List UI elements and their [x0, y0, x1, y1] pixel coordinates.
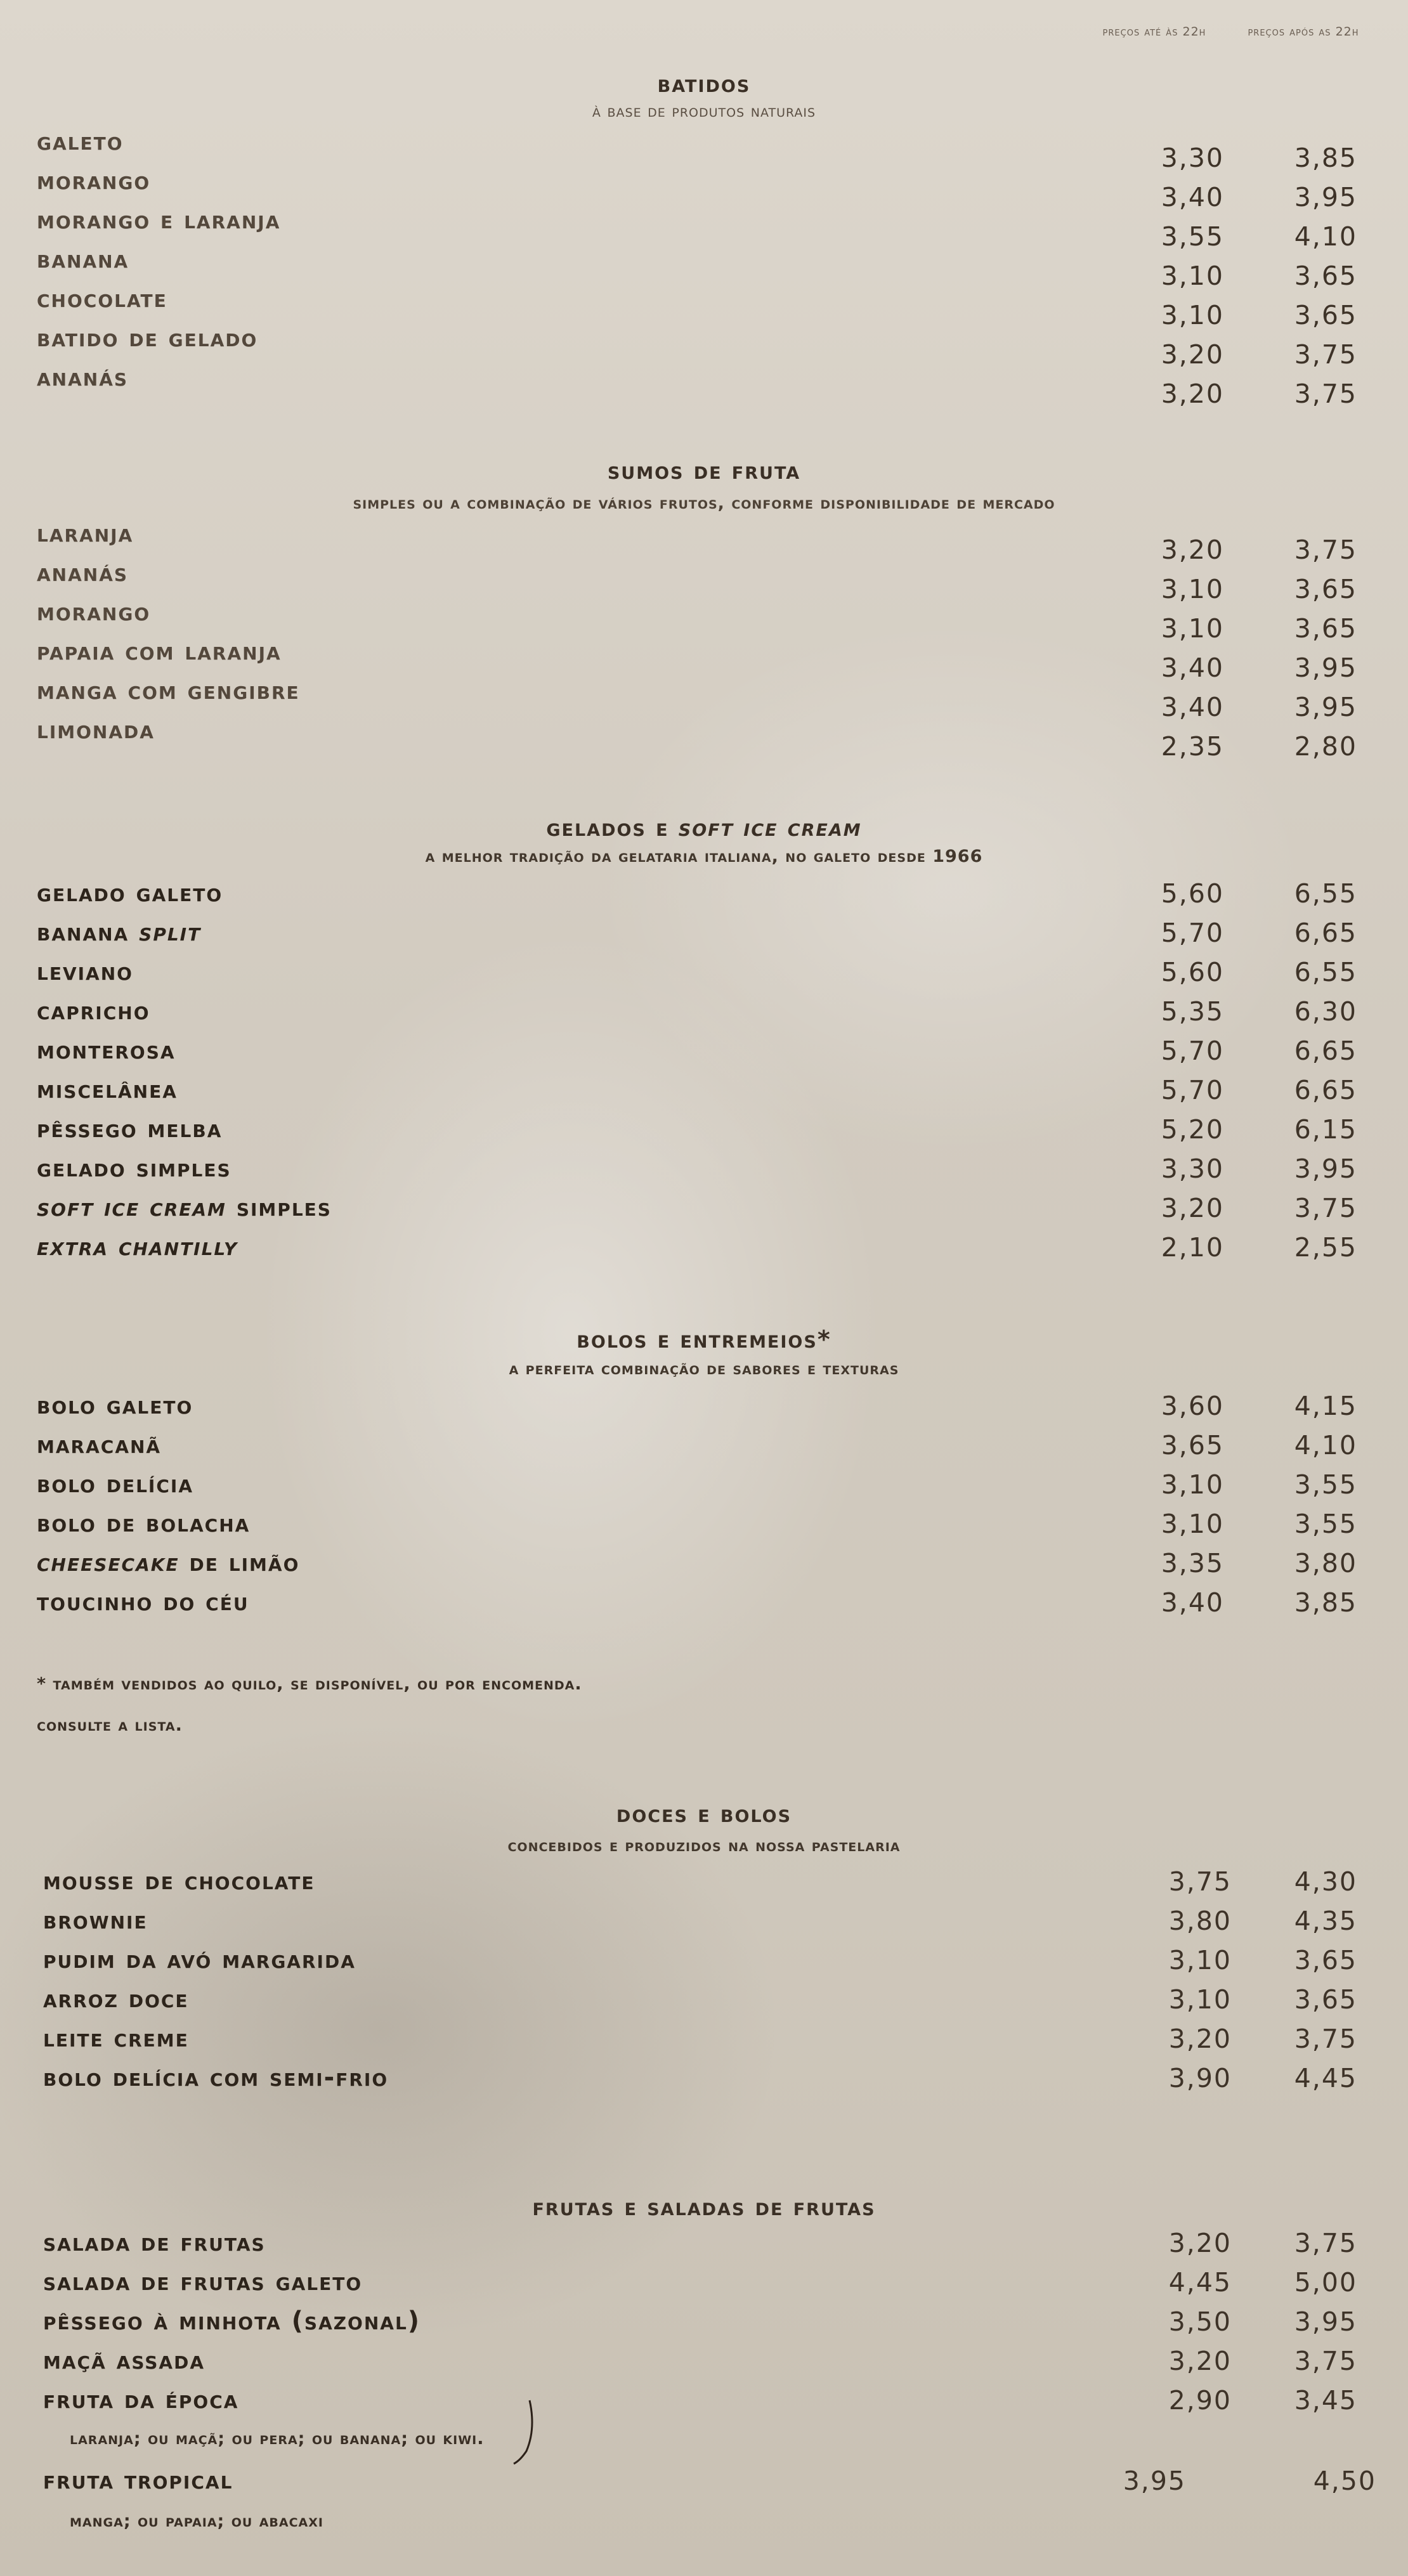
- menu-item: leite creme 3,20 3,75: [43, 2024, 1357, 2054]
- price-header-after-22h: preços após as 22h: [1248, 25, 1359, 39]
- footnote-lista: consulte a lista.: [37, 1715, 183, 1735]
- fruta-epoca-note: laranja; ou maçã; ou pera; ou banana; ou kiwi.: [70, 2429, 485, 2449]
- menu-item: galeto 3,30 3,85: [37, 127, 1357, 173]
- menu-item: arroz doce 3,10 3,65: [43, 1984, 1357, 2015]
- menu-item: salada de frutas 3,20 3,75: [43, 2228, 1357, 2258]
- menu-item: bolo delícia 3,10 3,55: [37, 1469, 1357, 1500]
- section-subtitle-gelados: a melhor tradição da gelataria italiana, no galeto desde 1966: [425, 847, 983, 866]
- menu-item: manga com gengibre 3,40 3,95: [37, 676, 1357, 722]
- section-title-bolos-entremeios: bolos e entremeios*: [577, 1325, 831, 1353]
- menu-item: maracanã 3,65 4,10: [37, 1430, 1357, 1460]
- menu-item: cheesecake de limão 3,35 3,80: [37, 1548, 1357, 1578]
- menu-item: capricho 5,35 6,30: [37, 996, 1357, 1027]
- menu-item: monterosa 5,70 6,65: [37, 1036, 1357, 1066]
- menu-item: pêssego à minhota (sazonal) 3,50 3,95: [43, 2306, 1357, 2337]
- menu-item: banana 3,10 3,65: [37, 245, 1357, 291]
- menu-item: ananás 3,20 3,75: [37, 363, 1357, 409]
- section-title-doces: doces e bolos: [616, 1800, 792, 1828]
- menu-item: fruta tropical 3,95 4,50: [43, 2466, 1376, 2496]
- menu-item: gelado simples 3,30 3,95: [37, 1154, 1357, 1184]
- menu-item: papaia com laranja 3,40 3,95: [37, 637, 1357, 683]
- menu-item: laranja 3,20 3,75: [37, 519, 1357, 565]
- section-subtitle-sumos: simples ou a combinação de vários frutos, conforme disponibilidade de mercado: [353, 493, 1055, 513]
- menu-item: pudim da avó margarida 3,10 3,65: [43, 1945, 1357, 1975]
- menu-item: batido de gelado 3,20 3,75: [37, 323, 1357, 370]
- menu-item: fruta da época 2,90 3,45: [43, 2385, 1357, 2416]
- menu-item: miscelânea 5,70 6,65: [37, 1075, 1357, 1105]
- menu-item: chocolate 3,10 3,65: [37, 284, 1357, 330]
- menu-item: banana split 5,70 6,65: [37, 918, 1357, 948]
- menu-item: toucinho do céu 3,40 3,85: [37, 1587, 1357, 1618]
- price-header-before-22h: preços até às 22h: [1102, 25, 1206, 39]
- footnote-quilo: * também vendidos ao quilo, se disponível, ou por encomenda.: [37, 1674, 582, 1694]
- section-title-frutas: frutas e saladas de frutas: [532, 2193, 876, 2221]
- menu-item: soft ice cream simples 3,20 3,75: [37, 1193, 1357, 1223]
- section-subtitle-batidos: à base de produtos naturais: [592, 101, 816, 121]
- pen-mark: [501, 2391, 558, 2467]
- section-title-sumos: sumos de fruta: [607, 457, 801, 485]
- section-title-batidos: batidos: [657, 70, 751, 98]
- menu-item: morango 3,10 3,65: [37, 597, 1357, 644]
- menu-item: bolo delícia com semi-frio 3,90 4,45: [43, 2063, 1357, 2093]
- menu-item: maçã assada 3,20 3,75: [43, 2346, 1357, 2376]
- menu-item: bolo de bolacha 3,10 3,55: [37, 1509, 1357, 1539]
- fruta-tropical-note: manga; ou papaia; ou abacaxi: [70, 2511, 323, 2531]
- menu-item: limonada 2,35 2,80: [37, 715, 1357, 762]
- menu-item: brownie 3,80 4,35: [43, 1906, 1357, 1936]
- menu-item: pêssego melba 5,20 6,15: [37, 1114, 1357, 1145]
- section-title-gelados: gelados e soft ice cream: [546, 814, 862, 842]
- menu-item: mousse de chocolate 3,75 4,30: [43, 1866, 1357, 1897]
- section-subtitle-doces: concebidos e produzidos na nossa pastelaria: [507, 1836, 901, 1856]
- menu-item: salada de frutas galeto 4,45 5,00: [43, 2267, 1357, 2298]
- menu-item: morango e laranja 3,55 4,10: [37, 205, 1357, 252]
- menu-item: ananás 3,10 3,65: [37, 558, 1357, 604]
- menu-item: leviano 5,60 6,55: [37, 957, 1357, 987]
- menu-item: bolo galeto 3,60 4,15: [37, 1391, 1357, 1421]
- menu-item: extra chantilly 2,10 2,55: [37, 1232, 1357, 1263]
- menu-item: morango 3,40 3,95: [37, 166, 1357, 212]
- section-subtitle-bolos-entremeios: a perfeita combinação de sabores e texturas: [509, 1359, 899, 1379]
- menu-item: gelado galeto 5,60 6,55: [37, 878, 1357, 909]
